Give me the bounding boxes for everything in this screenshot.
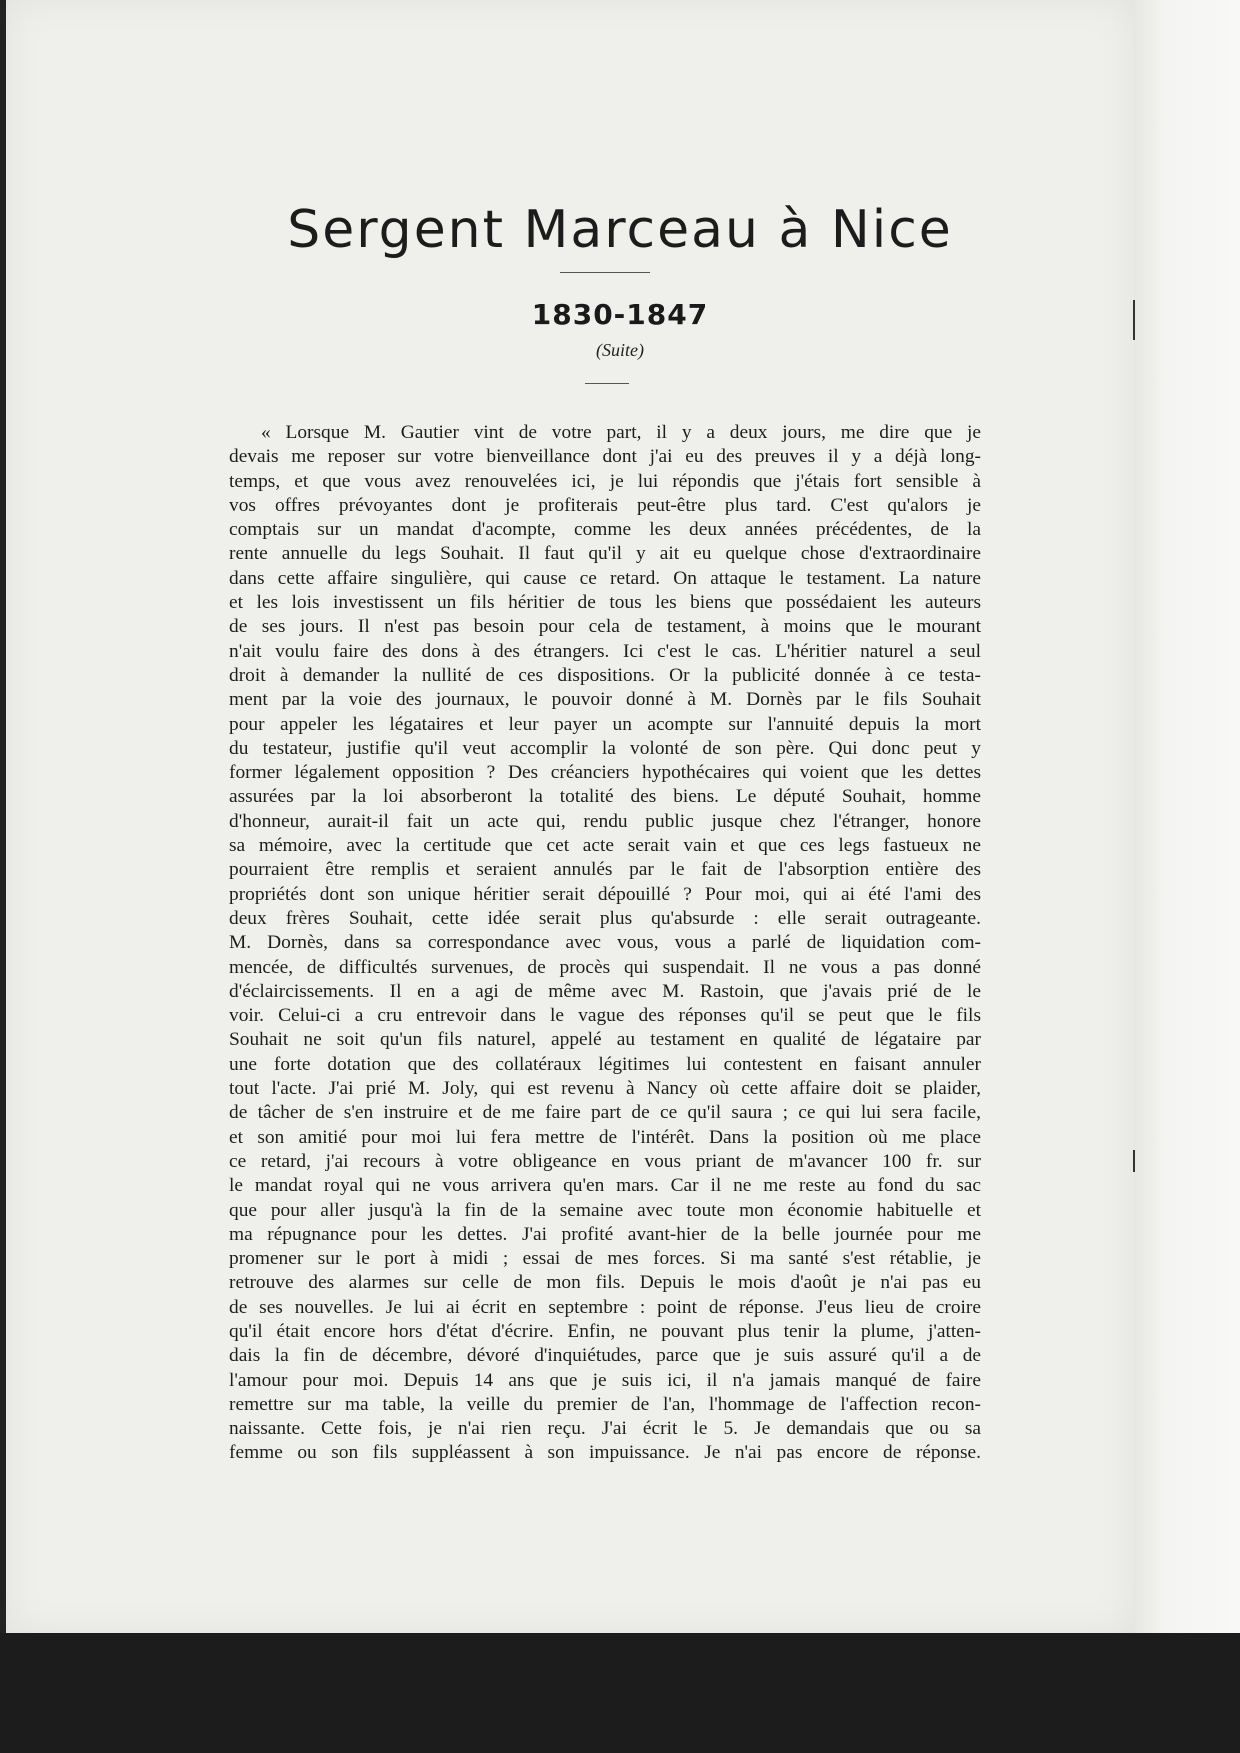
subtitle-divider: [585, 383, 629, 384]
body-line: ma répugnance pour les dettes. J'ai profité avant-hier de la belle journée pour me: [229, 1223, 981, 1245]
body-line: de ses nouvelles. Je lui ai écrit en septembre : point de réponse. J'eus lieu de croire: [229, 1296, 981, 1318]
continued-note: (Suite): [596, 340, 644, 360]
body-line: ce retard, j'ai recours à votre obligeance en vous priant de m'avancer 100 fr. sur: [229, 1150, 981, 1172]
body-line: dais la fin de décembre, dévoré d'inquiétudes, parce que je suis assuré qu'il a de: [229, 1345, 981, 1367]
scanner-bed-bottom: [0, 1633, 1240, 1753]
body-line: que pour aller jusqu'à la fin de la semaine avec toute mon économie habituelle et: [229, 1199, 981, 1221]
body-line: devais me reposer sur votre bienveillance dont j'ai eu des preuves il y a déjà long-: [229, 446, 981, 468]
body-line: une forte dotation que des collatéraux légitimes lui contestent en faisant annuler: [229, 1053, 981, 1075]
margin-mark-middle: [1133, 1150, 1135, 1172]
body-line: et son amitié pour moi lui fera mettre de l'intérêt. Dans la position où me place: [229, 1126, 981, 1148]
article-title: Sergent Marceau à Nice: [287, 200, 953, 260]
body-line: ment par la voie des journaux, le pouvoir donné à M. Dornès par le fils Souhait: [229, 689, 981, 711]
body-line: droit à demander la nullité de ces dispositions. Or la publicité donnée à ce testa-: [229, 664, 981, 686]
body-line: sa mémoire, avec la certitude que cet acte serait vain et que ces legs fastueux ne: [229, 835, 981, 857]
body-line: « Lorsque M. Gautier vint de votre part, il y a deux jours, me dire que je: [261, 422, 981, 443]
body-line: remettre sur ma table, la veille du premier de l'an, l'hommage de l'affection recon-: [229, 1393, 981, 1415]
body-line: propriétés dont son unique héritier serait dépouillé ? Pour moi, qui ai été l'ami des: [229, 883, 981, 905]
title-divider: [560, 272, 650, 273]
article-dates: 1830-1847: [531, 298, 709, 331]
body-line: d'éclaircissements. Il en a agi de même avec M. Rastoin, que j'avais prié de le: [229, 980, 981, 1002]
body-line: promener sur le port à midi ; essai de mes forces. Si ma santé s'est rétablie, je: [229, 1248, 981, 1270]
body-line: temps, et que vous avez renouvelées ici, je lui répondis que j'étais fort sensible à: [229, 470, 981, 492]
body-line: assurées par la loi absorberont la totalité des biens. Le député Souhait, homme: [229, 786, 981, 808]
body-line: deux frères Souhait, cette idée serait plus qu'absurde : elle serait outrageante.: [229, 907, 981, 929]
body-line: dans cette affaire singulière, qui cause ce retard. On attaque le testament. La nature: [229, 567, 981, 589]
body-line: M. Dornès, dans sa correspondance avec vous, vous a parlé de liquidation com-: [229, 932, 981, 954]
body-line: pourraient être remplis et seraient annulés par le fait de l'absorption entière des: [229, 859, 981, 881]
body-line: mencée, de difficultés survenues, de procès qui suspendait. Il ne vous a pas donné: [229, 956, 981, 978]
body-line: de ses jours. Il n'est pas besoin pour cela de testament, à moins que le mourant: [229, 616, 981, 638]
body-line: l'amour pour moi. Depuis 14 ans que je suis ici, il n'a jamais manqué de faire: [229, 1369, 981, 1391]
body-line: le mandat royal qui ne vous arrivera qu'en mars. Car il ne me reste au fond du sac: [229, 1175, 981, 1197]
body-line: comptais sur un mandat d'acompte, comme les deux années précédentes, de la: [229, 519, 981, 541]
body-line: Souhait ne soit qu'un fils naturel, appelé au testament en qualité de légataire par: [229, 1029, 981, 1051]
body-line: du testateur, justifie qu'il veut accomplir la volonté de son père. Qui donc peut y: [229, 737, 981, 759]
body-line: qu'il était encore hors d'état d'écrire. Enfin, ne pouvant plus tenir la plume, j'atten-: [229, 1320, 981, 1342]
body-line: rente annuelle du legs Souhait. Il faut qu'il y ait eu quelque chose d'extraordinaire: [229, 543, 981, 565]
body-line: femme ou son fils suppléassent à son impuissance. Je n'ai pas encore de réponse.: [229, 1442, 981, 1464]
body-line: de tâcher de s'en instruire et de me faire part de ce qu'il saura ; ce qui lui sera facile,: [229, 1102, 981, 1124]
body-line: naissante. Cette fois, je n'ai rien reçu. J'ai écrit le 5. Je demandais que ou sa: [229, 1418, 981, 1440]
body-line: d'honneur, aurait-il fait un acte qui, rendu public jusque chez l'étranger, honore: [229, 810, 981, 832]
body-line: pour appeler les légataires et leur payer un acompte sur l'annuité depuis la mort: [229, 713, 981, 735]
body-line: vos offres prévoyantes dont je profiterais peut-être plus tard. C'est qu'alors je: [229, 494, 981, 516]
body-line: voir. Celui-ci a cru entrevoir dans le vague des réponses qu'il se peut que le fils: [229, 1005, 981, 1027]
body-line: et les lois investissent un fils héritier de tous les biens que possédaient les auteurs: [229, 592, 981, 614]
body-line: retrouve des alarmes sur celle de mon fils. Depuis le mois d'août je n'ai pas eu: [229, 1272, 981, 1294]
body-line: tout l'acte. J'ai prié M. Joly, qui est revenu à Nancy où cette affaire doit se plaider,: [229, 1078, 981, 1100]
article-body: [229, 421, 981, 1466]
body-line: n'ait voulu faire des dons à des étrangers. Ici c'est le cas. L'héritier naturel a seul: [229, 640, 981, 662]
body-line: former légalement opposition ? Des créanciers hypothécaires qui voient que les dettes: [229, 762, 981, 784]
